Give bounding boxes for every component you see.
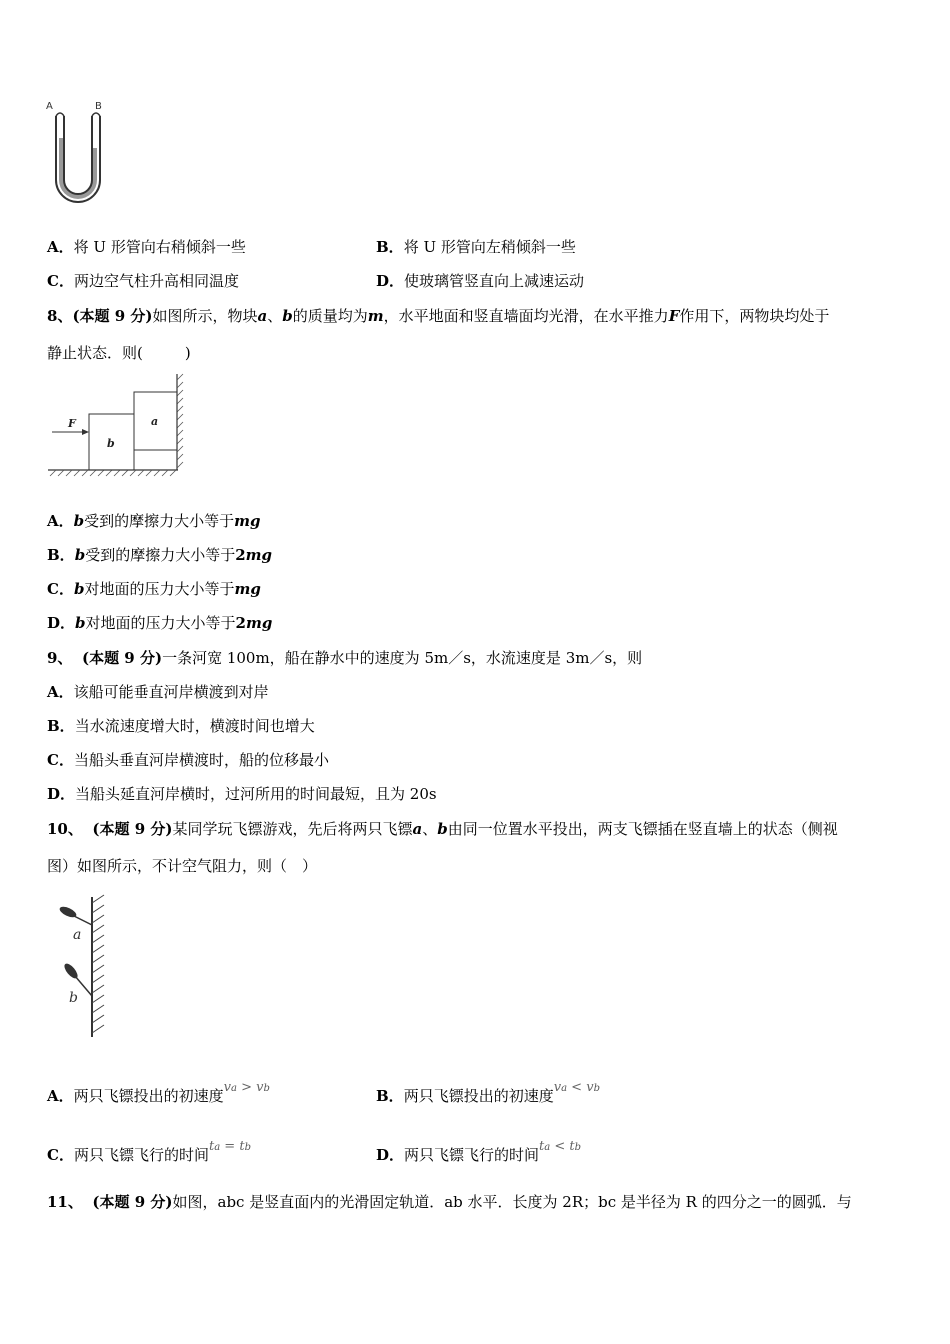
q8-number: 8、 xyxy=(47,307,73,325)
q9-stem-text: 一条河宽 100m，船在静水中的速度为 5m／s，水流速度是 3m／s，则 xyxy=(162,649,643,667)
darts-figure xyxy=(46,893,116,1043)
q9-option-d-text: 当船头延直河岸横时，过河所用的时间最短，且为 20s xyxy=(75,785,437,803)
q8-option-c-var: b xyxy=(73,580,85,598)
q10-stem-1: 某同学玩飞镖游戏，先后将两只飞镖 xyxy=(172,820,413,838)
q10-option-d xyxy=(376,1139,582,1165)
q10-var-a: a xyxy=(412,820,423,838)
q10-score: (本题 9 分) xyxy=(92,820,173,838)
q8-option-b-val: mg xyxy=(245,546,273,564)
q8-option-d-letter: D． xyxy=(47,614,76,632)
q8-option-a-letter: A． xyxy=(47,512,74,530)
q8-option-c-val: mg xyxy=(234,580,261,598)
q7-option-d-text: 使玻璃管竖直向上减速运动 xyxy=(404,272,585,290)
q7-option-a-letter: A． xyxy=(47,238,74,256)
q8-score: (本题 9 分) xyxy=(72,307,153,325)
q10-stem-3: 图）如图所示，不计空气阻力，则（ ） xyxy=(47,857,318,875)
q8-option-b-num: 2 xyxy=(235,546,246,564)
q10-option-c xyxy=(47,1139,251,1165)
q10-option-d-formula: ta < tb xyxy=(539,1139,582,1154)
q9-option-b-letter: B． xyxy=(47,717,75,735)
q7-option-d xyxy=(376,270,584,291)
q10-option-a-letter: A． xyxy=(47,1087,74,1105)
q11-score: (本题 9 分) xyxy=(92,1193,173,1211)
q8-sep: 、 xyxy=(267,307,283,325)
q10-stem-line-1 xyxy=(47,818,838,839)
q11-stem-text: 如图，abc 是竖直面内的光滑固定轨道．ab 水平．长度为 2R；bc 是半径为 R 的四分之一的圆弧．与 xyxy=(172,1193,852,1211)
q11-number: 11、 xyxy=(47,1193,83,1211)
q7-option-d-letter: D． xyxy=(376,272,405,290)
q8-option-c-text: 对地面的压力大小等于 xyxy=(84,580,235,598)
q7-option-b-letter: B． xyxy=(376,238,404,256)
q10-var-b: b xyxy=(437,820,448,838)
q10-option-c-formula: ta = tb xyxy=(208,1139,251,1154)
q10-option-c-letter: C． xyxy=(47,1146,74,1164)
q8-stem-line-1 xyxy=(47,305,829,326)
q10-number: 10、 xyxy=(47,820,83,838)
q10-option-d-letter: D． xyxy=(376,1146,405,1164)
q7-option-a-text: 将 U 形管向右稍倾斜一些 xyxy=(73,238,246,256)
q8-stem-5: 静止状态．则( xyxy=(47,344,143,362)
q8-option-a-var: b xyxy=(73,512,85,530)
q8-option-d-val: mg xyxy=(245,614,273,632)
blocks-figure xyxy=(44,372,186,478)
q10-stem-2: 由同一位置水平投出，两支飞镖插在竖直墙上的状态（侧视 xyxy=(447,820,838,838)
q10-option-a-text: 两只飞镖投出的初速度 xyxy=(73,1087,224,1105)
q10-option-b xyxy=(376,1080,600,1106)
q7-option-b xyxy=(376,236,576,257)
q10-sep: 、 xyxy=(422,820,438,838)
q7-option-c-text: 两边空气柱升高相同温度 xyxy=(73,272,239,290)
q9-option-a xyxy=(47,681,269,702)
u-tube-figure xyxy=(42,98,114,210)
q8-var-a: a xyxy=(257,307,268,325)
blocks-label-b: b xyxy=(107,437,115,450)
blocks-label-a: a xyxy=(151,415,159,428)
q9-number: 9、 xyxy=(47,649,73,667)
q8-option-a-val: mg xyxy=(234,512,261,530)
q8-option-d-num: 2 xyxy=(235,614,246,632)
q8-option-d xyxy=(47,612,272,633)
q10-option-c-text: 两只飞镖飞行的时间 xyxy=(73,1146,209,1164)
q10-option-d-text: 两只飞镖飞行的时间 xyxy=(404,1146,540,1164)
q9-option-d-letter: D． xyxy=(47,785,76,803)
q10-stem-line-2 xyxy=(47,855,317,876)
q8-option-b-letter: B． xyxy=(47,546,75,564)
q8-var-f: F xyxy=(668,307,680,325)
q10-option-a xyxy=(47,1080,270,1106)
q9-stem xyxy=(47,647,642,668)
q8-var-m: m xyxy=(367,307,384,325)
q9-option-b-text: 当水流速度增大时，横渡时间也增大 xyxy=(74,717,315,735)
q8-option-d-var: b xyxy=(75,614,86,632)
q8-stem-4: 作用下，两物块均处于 xyxy=(679,307,830,325)
q8-option-c xyxy=(47,578,261,599)
q7-option-b-text: 将 U 形管向左稍倾斜一些 xyxy=(403,238,576,256)
q8-option-b xyxy=(47,544,272,565)
q9-option-c-letter: C． xyxy=(47,751,74,769)
q8-stem-line-2 xyxy=(47,342,191,363)
q9-option-d xyxy=(47,783,437,804)
q9-option-b xyxy=(47,715,315,736)
q8-option-b-var: b xyxy=(74,546,86,564)
q8-option-a xyxy=(47,510,261,531)
q8-option-b-text: 受到的摩擦力大小等于 xyxy=(85,546,236,564)
q8-option-a-text: 受到的摩擦力大小等于 xyxy=(84,512,235,530)
q9-option-a-text: 该船可能垂直河岸横渡到对岸 xyxy=(73,683,269,701)
q10-option-b-formula: va < vb xyxy=(553,1080,600,1095)
u-tube-label-a: A xyxy=(46,101,53,112)
q8-stem-3: ，水平地面和竖直墙面均光滑，在水平推力 xyxy=(383,307,669,325)
q7-option-a xyxy=(47,236,246,257)
q11-stem xyxy=(47,1191,852,1212)
dart-label-b: b xyxy=(69,990,78,1006)
q9-option-c-text: 当船头垂直河岸横渡时，船的位移最小 xyxy=(73,751,329,769)
q8-option-d-text: 对地面的压力大小等于 xyxy=(85,614,236,632)
q8-var-b: b xyxy=(282,307,293,325)
q7-option-c xyxy=(47,270,239,291)
q8-stem-2: 的质量均为 xyxy=(292,307,368,325)
q9-option-c xyxy=(47,749,329,770)
dart-label-a: a xyxy=(73,927,82,943)
u-tube-label-b: B xyxy=(95,101,102,112)
q9-option-a-letter: A． xyxy=(47,683,74,701)
blocks-label-f: F xyxy=(68,417,76,430)
q9-score: (本题 9 分) xyxy=(81,649,163,667)
q8-stem-6: ) xyxy=(184,344,191,362)
q10-option-b-text: 两只飞镖投出的初速度 xyxy=(403,1087,554,1105)
q8-stem-1: 如图所示，物块 xyxy=(152,307,258,325)
q10-option-a-formula: va > vb xyxy=(223,1080,270,1095)
q10-option-b-letter: B． xyxy=(376,1087,404,1105)
q7-option-c-letter: C． xyxy=(47,272,74,290)
q8-option-c-letter: C． xyxy=(47,580,74,598)
